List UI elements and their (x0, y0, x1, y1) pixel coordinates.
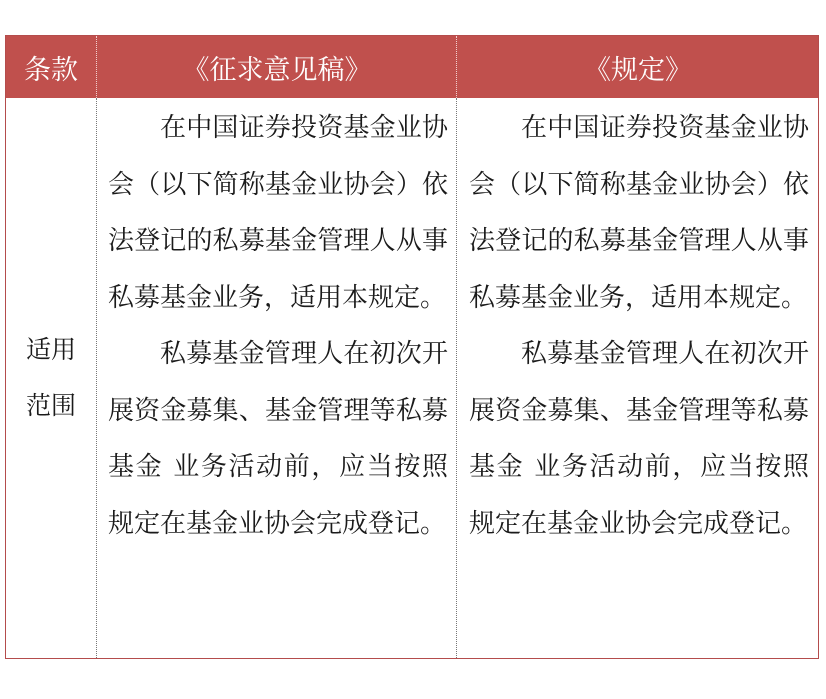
row-label-scope (6, 98, 96, 658)
column-divider (96, 98, 97, 658)
draft-paragraph-2: 私募基金管理人在初次开展资金募集、基金管理等私募基金 业务活动前，应当按照规定在基金业协会完成登记。 (108, 339, 448, 539)
table-header-row (6, 36, 818, 98)
draft-cell (108, 98, 448, 552)
draft-paragraph-1: 在中国证券投资基金业协会（以下简称基金业协会）依法登记的私募基金管理人从事私募基金业务，适用本规定。 (108, 113, 448, 313)
column-divider (456, 98, 457, 658)
row-label-line: 范围 (25, 391, 76, 420)
header-clause: 条款 (24, 54, 78, 86)
comparison-table (5, 35, 819, 659)
header-draft: 《征求意见稿》 (96, 36, 457, 98)
final-paragraph-1: 在中国证券投资基金业协会（以下简称基金业协会）依法登记的私募基金管理人从事私募基金业务，适用本规定。 (469, 113, 809, 313)
header-final: 《规定》 (456, 36, 819, 98)
final-cell (469, 98, 809, 552)
final-paragraph-2: 私募基金管理人在初次开展资金募集、基金管理等私募基金 业务活动前，应当按照规定在基金业协会完成登记。 (469, 339, 809, 539)
row-label-line: 适用 (25, 335, 76, 364)
